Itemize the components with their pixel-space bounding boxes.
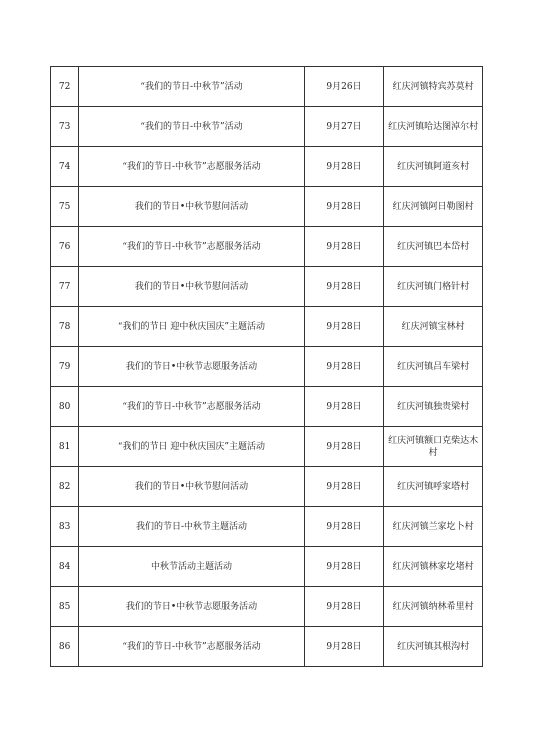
activity-village: 红庆河镇吕车梁村 [384,347,483,387]
activity-village: 红庆河镇巴本岱村 [384,227,483,267]
activity-date: 9月27日 [304,107,384,147]
activity-village: 红庆河镇门格针村 [384,267,483,307]
activity-date: 9月28日 [304,187,384,227]
activity-table-page [50,66,483,667]
table-row [51,387,483,427]
activity-name: 我们的节日-中秋节主题活动 [79,507,305,547]
row-number: 82 [51,467,79,507]
activity-name: 中秋节活动主题活动 [79,547,305,587]
row-number: 77 [51,267,79,307]
row-number: 85 [51,587,79,627]
activity-date: 9月26日 [304,67,384,107]
row-number: 76 [51,227,79,267]
activity-village: 红庆河镇阿日勒图村 [384,187,483,227]
activity-village: 红庆河镇哈达图淖尔村 [384,107,483,147]
activity-village: 红庆河镇阿道亥村 [384,147,483,187]
activity-date: 9月28日 [304,307,384,347]
table-row [51,547,483,587]
activity-village: 红庆河镇额口克柴达木村 [384,427,483,467]
activity-village: 红庆河镇林家圪堵村 [384,547,483,587]
row-number: 72 [51,67,79,107]
table-row [51,627,483,667]
activity-date: 9月28日 [304,267,384,307]
row-number: 83 [51,507,79,547]
activity-name: 我们的节日•中秋节慰问活动 [79,467,305,507]
activity-date: 9月28日 [304,627,384,667]
row-number: 86 [51,627,79,667]
activity-village: 红庆河镇特宾苏莫村 [384,67,483,107]
activity-date: 9月28日 [304,227,384,267]
activity-village: 红庆河镇宝林村 [384,307,483,347]
activity-name: “我们的节日-中秋节”活动 [79,107,305,147]
row-number: 75 [51,187,79,227]
table-row [51,467,483,507]
activity-name: “我们的节日-中秋节”志愿服务活动 [79,387,305,427]
activity-name: 我们的节日•中秋节慰问活动 [79,267,305,307]
activity-table [50,66,483,667]
activity-date: 9月28日 [304,587,384,627]
activity-name: 我们的节日•中秋节志愿服务活动 [79,347,305,387]
row-number: 78 [51,307,79,347]
row-number: 79 [51,347,79,387]
activity-village: 红庆河镇纳林希里村 [384,587,483,627]
table-row [51,427,483,467]
activity-village: 红庆河镇独贵梁村 [384,387,483,427]
table-row [51,507,483,547]
activity-date: 9月28日 [304,147,384,187]
activity-name: “我们的节日-中秋节”志愿服务活动 [79,627,305,667]
table-row [51,107,483,147]
activity-name: “我们的节日 迎中秋庆国庆”主题活动 [79,427,305,467]
activity-name: 我们的节日•中秋节志愿服务活动 [79,587,305,627]
activity-name: “我们的节日-中秋节”志愿服务活动 [79,147,305,187]
activity-name: “我们的节日-中秋节”志愿服务活动 [79,227,305,267]
activity-date: 9月28日 [304,547,384,587]
row-number: 81 [51,427,79,467]
table-row [51,267,483,307]
activity-village: 红庆河镇呼家塔村 [384,467,483,507]
activity-village: 红庆河镇兰家圪卜村 [384,507,483,547]
activity-name: 我们的节日•中秋节慰问活动 [79,187,305,227]
activity-name: “我们的节日 迎中秋庆国庆”主题活动 [79,307,305,347]
table-row [51,67,483,107]
table-row [51,307,483,347]
table-row [51,347,483,387]
table-row [51,227,483,267]
row-number: 84 [51,547,79,587]
activity-name: “我们的节日-中秋节”活动 [79,67,305,107]
activity-date: 9月28日 [304,427,384,467]
activity-date: 9月28日 [304,387,384,427]
row-number: 80 [51,387,79,427]
activity-date: 9月28日 [304,467,384,507]
activity-date: 9月28日 [304,507,384,547]
activity-village: 红庆河镇其根沟村 [384,627,483,667]
activity-date: 9月28日 [304,347,384,387]
table-row [51,187,483,227]
row-number: 74 [51,147,79,187]
table-row [51,147,483,187]
table-row [51,587,483,627]
row-number: 73 [51,107,79,147]
